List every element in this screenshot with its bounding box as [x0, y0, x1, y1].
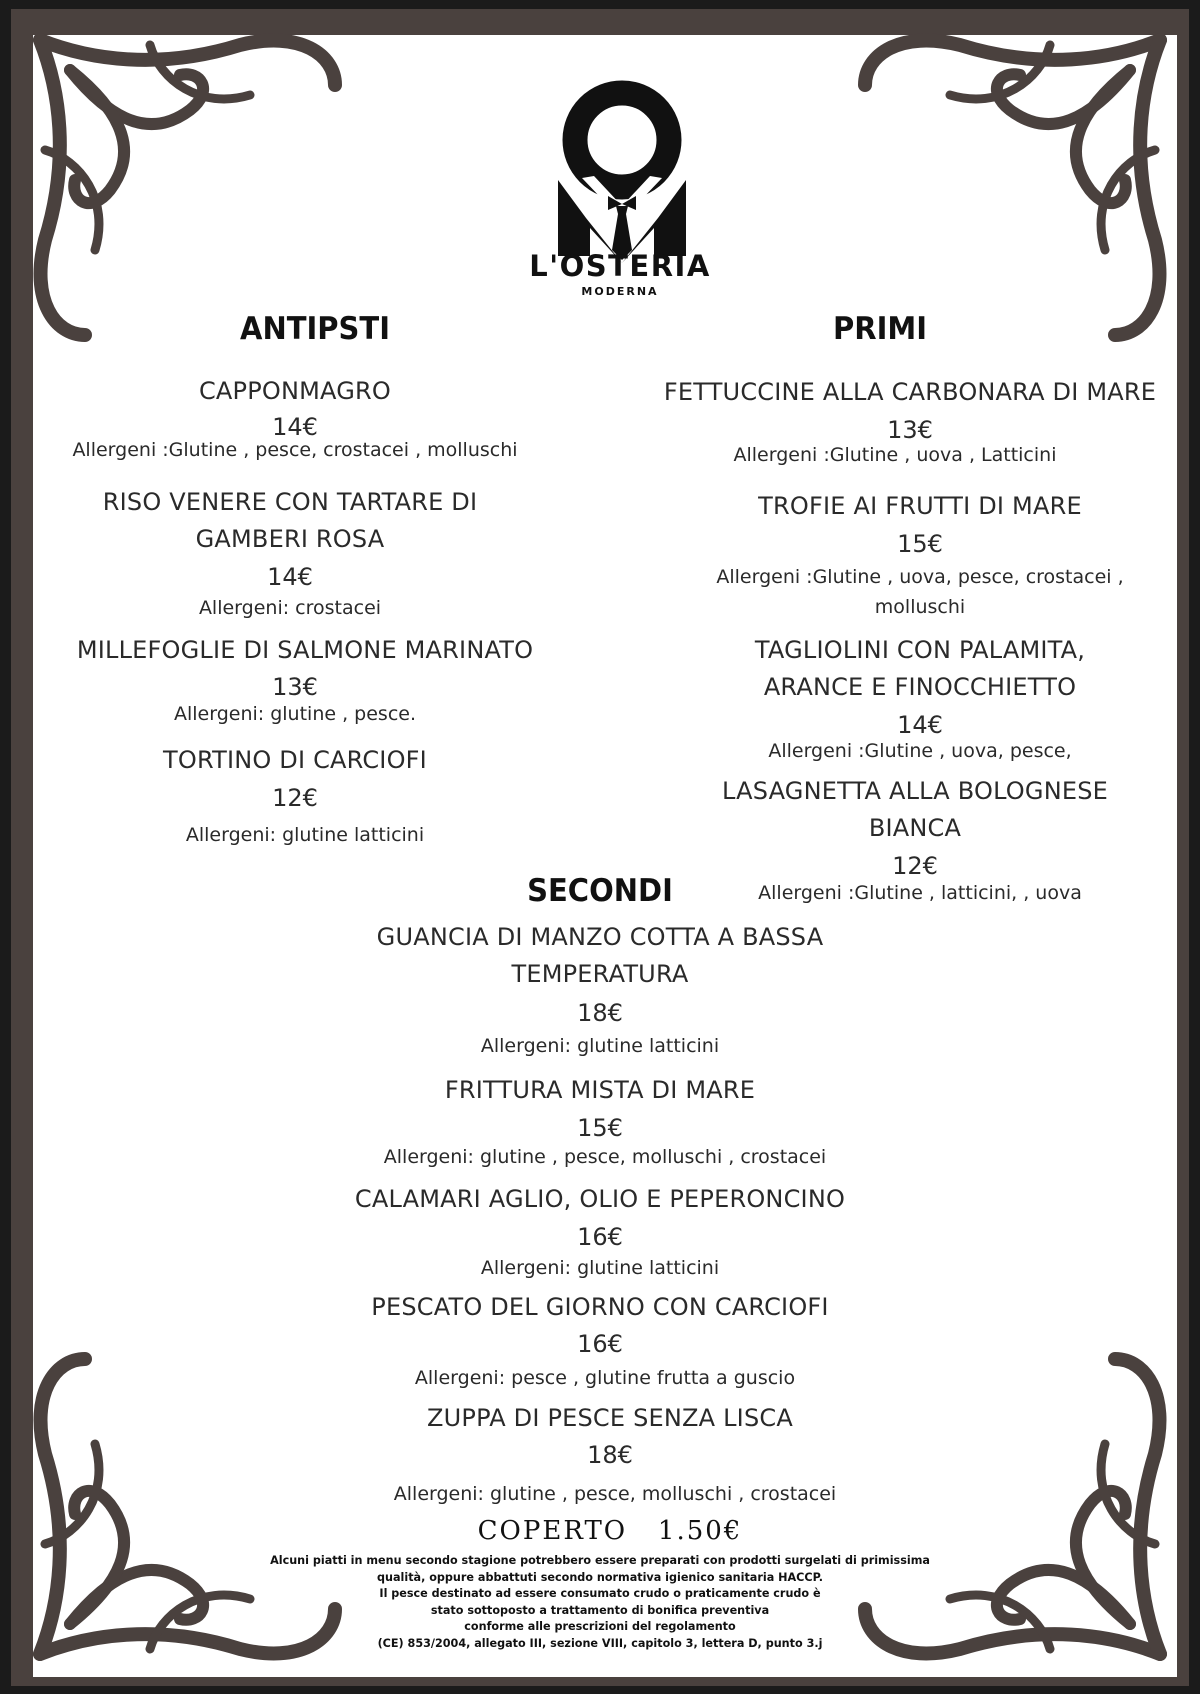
coperto-label: COPERTO	[477, 1516, 628, 1546]
footnote-line: Alcuni piatti in menu secondo stagione potrebbero essere preparati con prodotti surgelati di primissima	[270, 1554, 930, 1567]
item-price: 15€	[897, 530, 943, 558]
item-name: ARANCE E FINOCCHIETTO	[763, 673, 1077, 701]
item-price: 16€	[577, 1330, 623, 1358]
item-name: GAMBERI ROSA	[195, 525, 385, 553]
item-name: TEMPERATURA	[511, 960, 689, 988]
ornament-top-left	[40, 40, 335, 335]
item-name: CALAMARI AGLIO, OLIO E PEPERONCINO	[354, 1185, 846, 1213]
coperto-line	[460, 1518, 760, 1544]
item-price: 14€	[897, 711, 943, 739]
item-price: 18€	[577, 999, 623, 1027]
item-allergens: Allergeni :Glutine , uova, pesce,	[768, 740, 1072, 762]
item-allergens: Allergeni :Glutine , uova , Latticini	[733, 444, 1057, 466]
item-price: 18€	[587, 1441, 633, 1469]
item-name: BIANCA	[868, 814, 962, 842]
item-price: 14€	[272, 413, 318, 441]
item-name: FRITTURA MISTA DI MARE	[444, 1076, 756, 1104]
item-allergens: Allergeni: crostacei	[198, 597, 382, 619]
item-allergens: Allergeni: pesce , glutine frutta a guscio	[414, 1367, 796, 1389]
item-allergens: Allergeni :Glutine , pesce, crostacei , molluschi	[72, 439, 518, 461]
item-name: FETTUCCINE ALLA CARBONARA DI MARE	[663, 378, 1157, 406]
item-name: LASAGNETTA ALLA BOLOGNESE	[721, 777, 1109, 805]
footnote	[240, 1553, 960, 1653]
brand-name: L'OSTERIA	[529, 249, 711, 283]
item-allergens: Allergeni: glutine latticini	[480, 1257, 720, 1279]
item-price: 13€	[272, 673, 318, 701]
item-name: TAGLIOLINI CON PALAMITA,	[754, 636, 1086, 664]
item-allergens: Allergeni :Glutine , uova, pesce, crostacei ,	[716, 566, 1124, 588]
footnote-line: Il pesce destinato ad essere consumato crudo o praticamente crudo è	[379, 1587, 821, 1601]
ornament-top-right	[865, 40, 1160, 335]
brand-subtitle: MODERNA	[581, 285, 659, 298]
footnote-line: stato sottoposto a trattamento di bonifica preventiva	[430, 1603, 770, 1617]
item-name: RISO VENERE CON TARTARE DI	[102, 488, 478, 516]
item-allergens: Allergeni: glutine latticini	[480, 1035, 720, 1057]
item-name: TROFIE AI FRUTTI DI MARE	[758, 492, 1082, 520]
item-name: ZUPPA DI PESCE SENZA LISCA	[427, 1404, 793, 1432]
footnote-line: qualità, oppure abbattuti secondo normativa igienico sanitaria HACCP.	[377, 1570, 823, 1584]
item-allergens: Allergeni: glutine latticini	[185, 824, 425, 846]
item-price: 12€	[892, 852, 938, 880]
item-name: CAPPONMAGRO	[198, 377, 392, 405]
item-allergens: Allergeni: glutine , pesce, molluschi , crostacei	[393, 1483, 837, 1505]
item-price: 16€	[577, 1223, 623, 1251]
item-name: PESCATO DEL GIORNO CON CARCIOFI	[371, 1293, 829, 1321]
item-name: MILLEFOGLIE DI SALMONE MARINATO	[76, 636, 534, 664]
item-allergens: Allergeni :Glutine , latticini, , uova	[758, 882, 1082, 904]
item-allergens: molluschi	[874, 596, 966, 618]
item-price: 15€	[577, 1114, 623, 1142]
item-allergens: Allergeni: glutine , pesce, molluschi , crostacei	[383, 1146, 827, 1168]
item-name: TORTINO DI CARCIOFI	[163, 746, 427, 774]
item-price: 12€	[272, 784, 318, 812]
item-name: GUANCIA DI MANZO COTTA A BASSA	[376, 923, 824, 951]
item-allergens: Allergeni: glutine , pesce.	[173, 703, 417, 725]
coperto-price: 1.50€	[657, 1516, 743, 1546]
section-title-primi: PRIMI	[832, 309, 928, 347]
item-price: 13€	[887, 416, 933, 444]
item-price: 14€	[267, 563, 313, 591]
section-title-antipasti: ANTIPSTI	[240, 309, 390, 347]
footnote-line: conforme alle prescrizioni del regolamento	[464, 1620, 736, 1634]
section-title-secondi: SECONDI	[527, 871, 673, 909]
footnote-line: (CE) 853/2004, allegato III, sezione VIII, capitolo 3, lettera D, punto 3.j	[377, 1636, 823, 1650]
